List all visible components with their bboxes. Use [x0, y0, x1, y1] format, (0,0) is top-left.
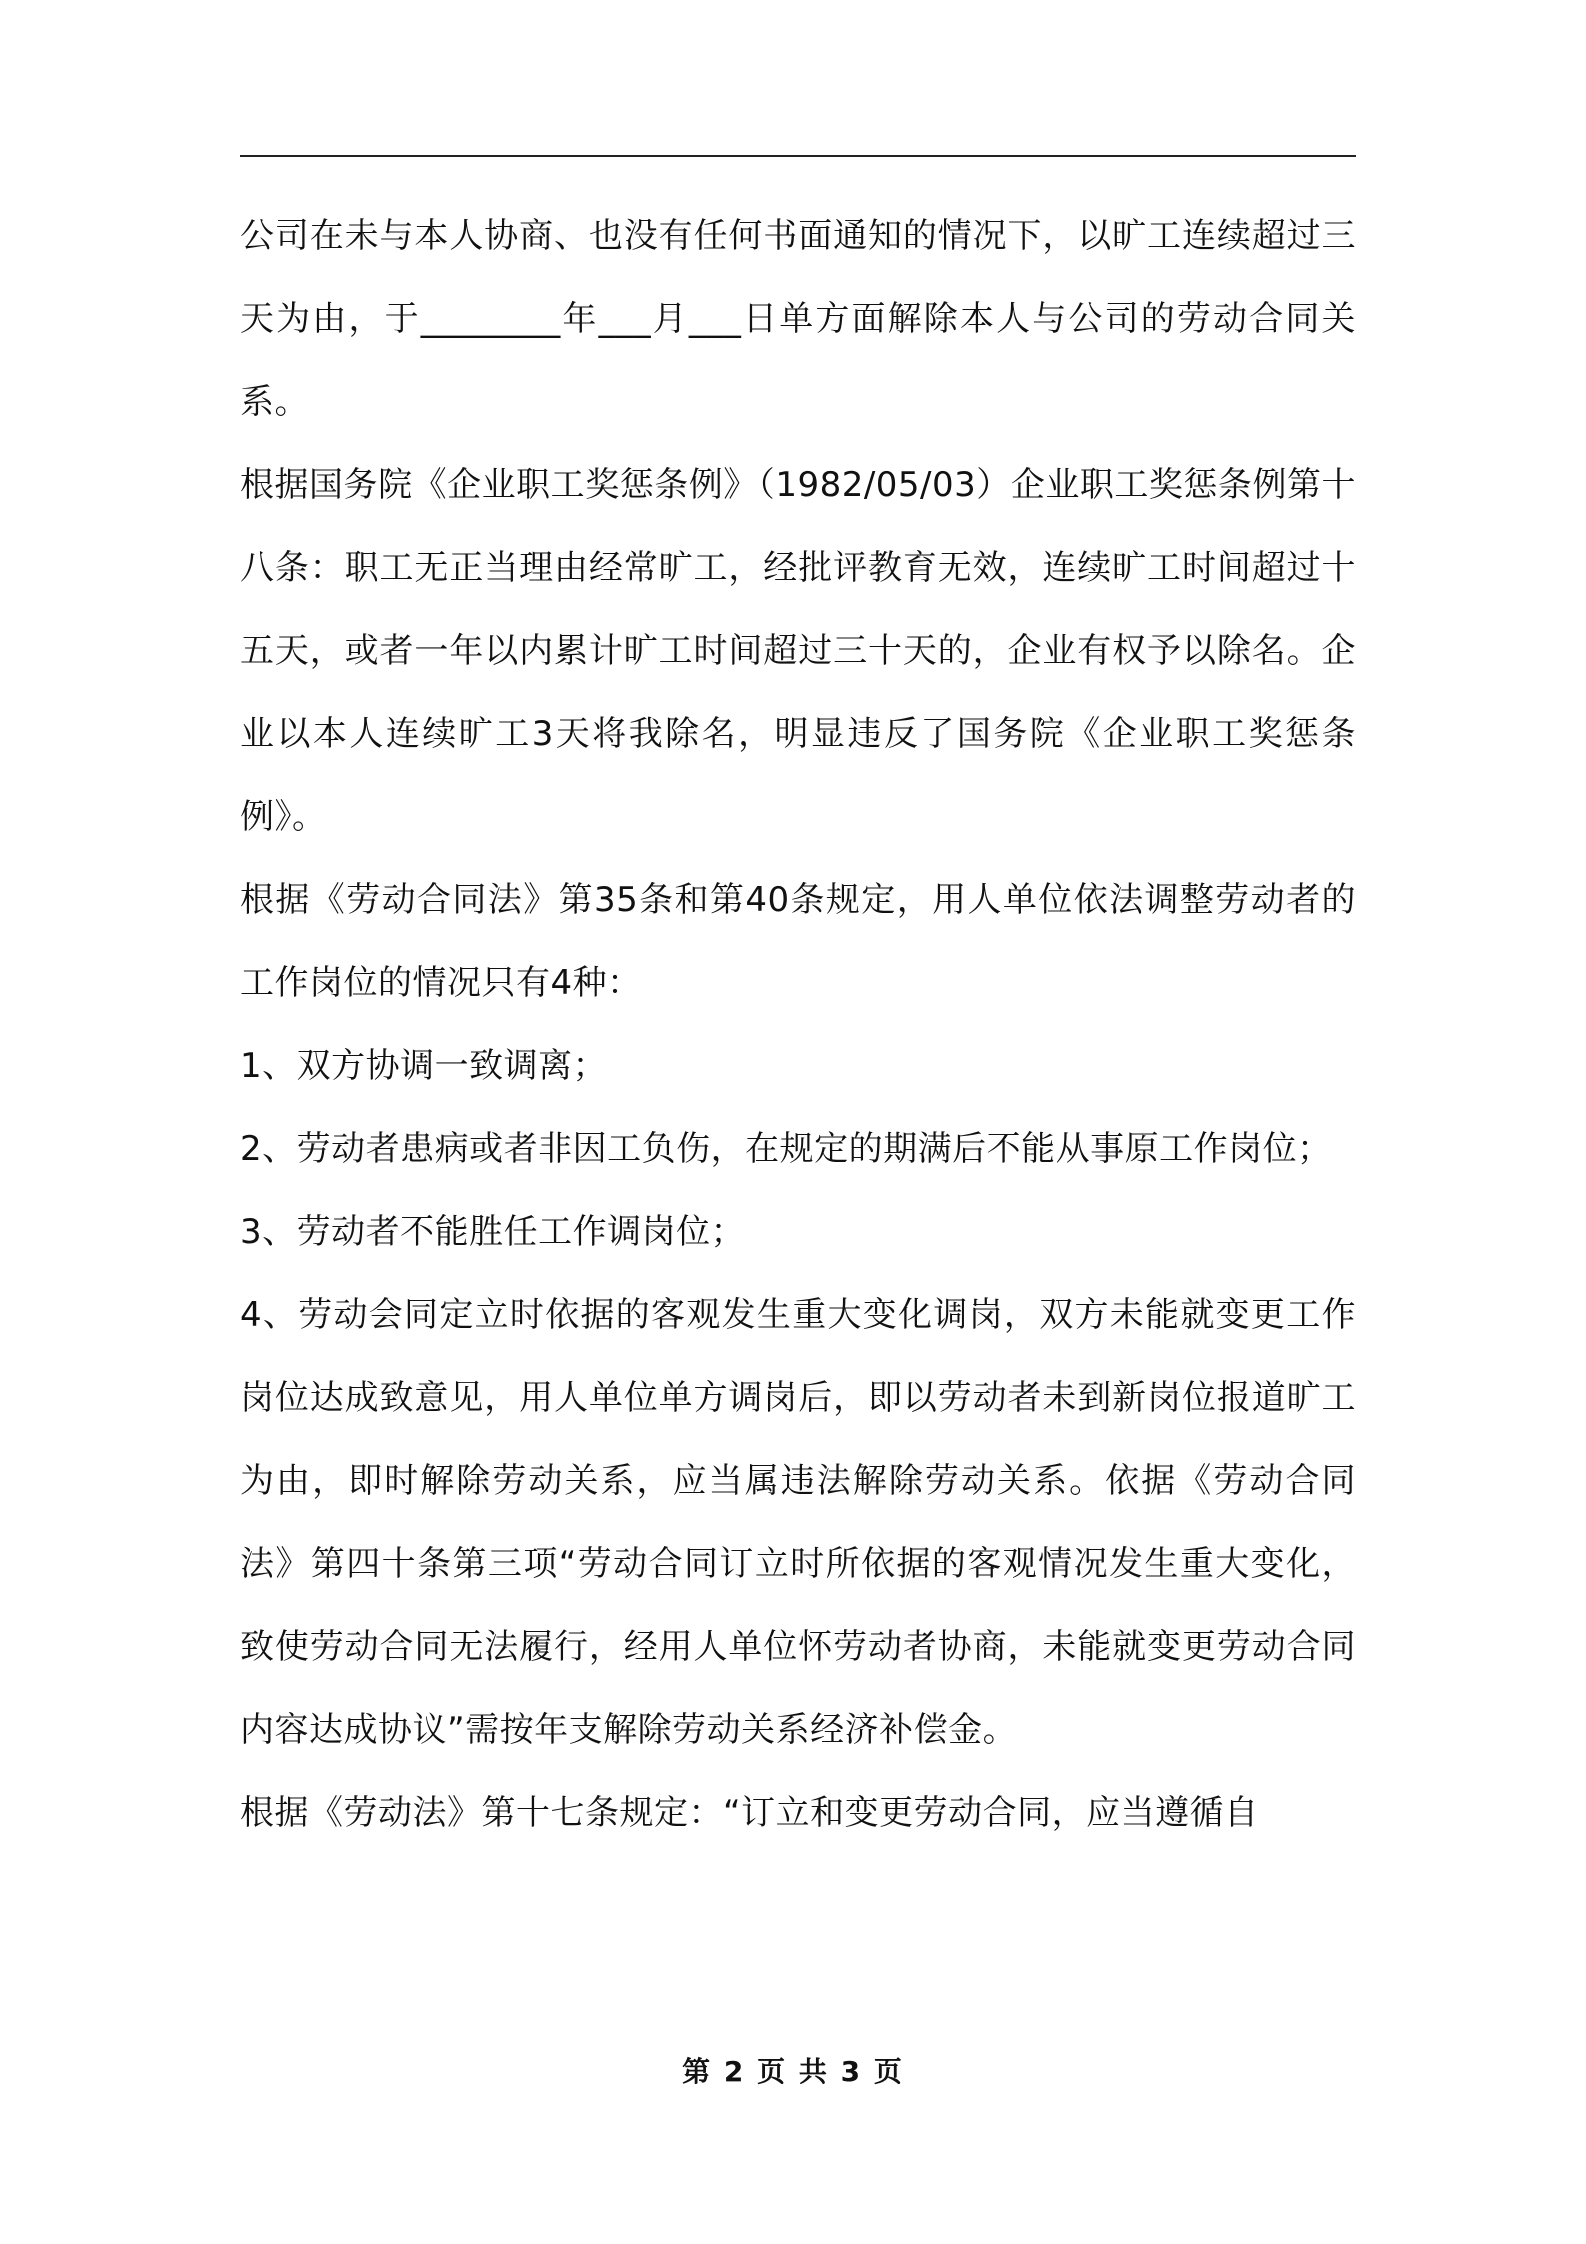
- header-rule: [240, 155, 1356, 157]
- list-item-3: 3、劳动者不能胜任工作调岗位；: [240, 1212, 746, 1252]
- paragraph-termination-notice: 公司在未与本人协商、也没有任何书面通知的情况下，以旷工连续超过三天为由，于________年___月___日单方面解除本人与公司的劳动合同关系。: [240, 216, 1356, 422]
- page-number: 第 2 页 共 3 页: [682, 2055, 904, 2088]
- list-item-2: 2、劳动者患病或者非因工负伤，在规定的期满后不能从事原工作岗位；: [240, 1129, 1332, 1169]
- paragraph-labor-contract-law-intro: 根据《劳动合同法》第35条和第40条规定，用人单位依法调整劳动者的工作岗位的情况只有4种：: [240, 880, 1356, 1003]
- list-item-4: 4、劳动会同定立时依据的客观发生重大变化调岗，双方未能就变更工作岗位达成致意见，用人单位单方调岗后，即以劳动者未到新岗位报道旷工为由，即时解除劳动关系，应当属违法解除劳动关系。依据《劳动合同法》第四十条第三项“劳动合同订立时所依据的客观情况发生重大变化，致使劳动合同无法履行，经用人单位怀劳动者协商，未能就变更劳动合同内容达成协议”需按年支解除劳动关系经济补偿金。: [240, 1295, 1356, 1750]
- paragraph-reward-punishment-regulation: 根据国务院《企业职工奖惩条例》（1982/05/03）企业职工奖惩条例第十八条：职工无正当理由经常旷工，经批评教育无效，连续旷工时间超过十五天，或者一年以内累计旷工时间超过三十天的，企业有权予以除名。企业以本人连续旷工3天将我除名，明显违反了国务院《企业职工奖惩条例》。: [240, 465, 1356, 837]
- document-body: [240, 195, 1356, 1855]
- list-item-1: 1、双方协调一致调离；: [240, 1046, 608, 1086]
- paragraph-labor-law-article-17: 根据《劳动法》第十七条规定：“订立和变更劳动合同，应当遵循自: [240, 1793, 1259, 1833]
